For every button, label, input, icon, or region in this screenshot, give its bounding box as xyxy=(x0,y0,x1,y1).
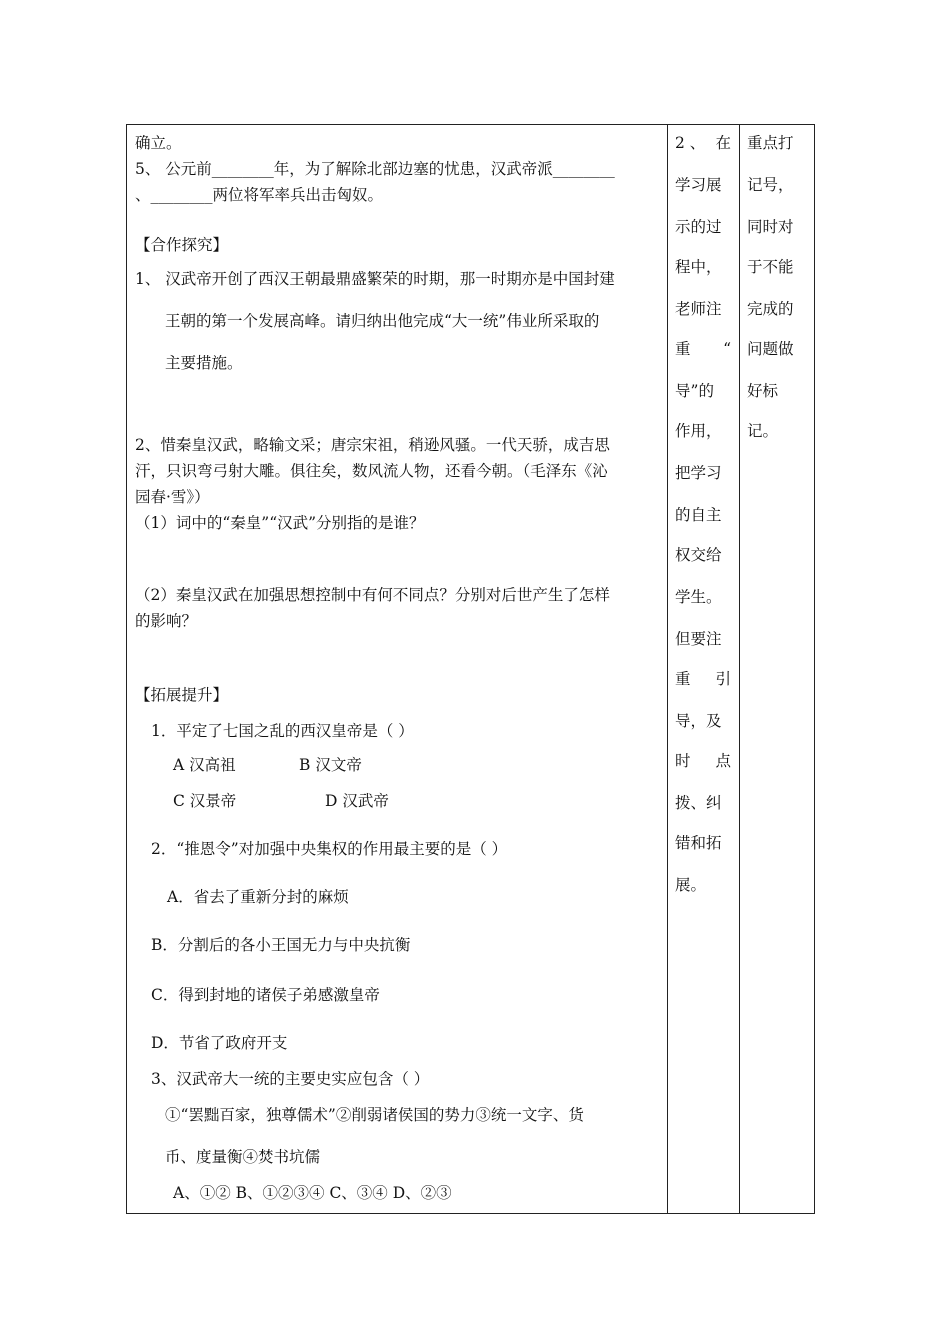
sub-question-1: （1）词中的“秦皇”“汉武”分别指的是谁？ xyxy=(135,514,425,532)
text-line: 主要措施。 xyxy=(165,354,243,372)
note-line: 的自主 xyxy=(675,506,722,524)
remark-line: 完成的 xyxy=(747,300,794,318)
option-a: A 汉高祖 xyxy=(173,756,236,774)
note-line: 导”的 xyxy=(675,382,714,400)
column-divider xyxy=(739,125,740,1213)
note-line: 重 “ xyxy=(675,340,731,358)
note-line: 错和拓 xyxy=(675,834,722,852)
note-line: 2 、 在 xyxy=(675,134,731,152)
remark-line: 于不能 xyxy=(747,258,794,276)
note-line: 展。 xyxy=(675,876,707,894)
remark-line: 记号， xyxy=(747,176,794,194)
remark-line: 重点打 xyxy=(747,134,794,152)
option-a: A．省去了重新分封的麻烦 xyxy=(167,888,349,906)
note-line: 时 点 xyxy=(675,752,731,770)
note-line: 把学习 xyxy=(675,464,722,482)
option-b: B．分割后的各小王国无力与中央抗衡 xyxy=(151,936,411,954)
note-line: 权交给 xyxy=(675,546,722,564)
text-line: 币、度量衡④焚书坑儒 xyxy=(165,1148,321,1166)
mc-question-1: 1．平定了七国之乱的西汉皇帝是（ ） xyxy=(151,722,414,740)
question-1: 1、 汉武帝开创了西汉王朝最鼎盛繁荣的时期，那一时期亦是中国封建 xyxy=(135,270,615,288)
remark-line: 记。 xyxy=(747,422,779,440)
remark-line: 问题做 xyxy=(747,340,794,358)
remark-line: 同时对 xyxy=(747,218,794,236)
note-line: 拨、纠 xyxy=(675,794,722,812)
note-line: 学习展 xyxy=(675,176,722,194)
text-line: 汗，只识弯弓射大雕。俱往矣，数风流人物，还看今朝。（毛泽东《沁 xyxy=(135,462,608,480)
text-line: ①“罢黜百家，独尊儒术”②削弱诸侯国的势力③统一文字、货 xyxy=(165,1106,584,1124)
text-line: 、________两位将军率兵出击匈奴。 xyxy=(135,186,384,204)
option-b: B 汉文帝 xyxy=(299,756,362,774)
remark-line: 好标 xyxy=(747,382,779,400)
note-line: 示的过 xyxy=(675,218,722,236)
option-c: C 汉景帝 xyxy=(173,792,237,810)
option-d: D．节省了政府开支 xyxy=(151,1034,288,1052)
text-line: 确立。 xyxy=(135,134,182,152)
lesson-table xyxy=(126,124,815,1214)
fill-blank-question-5: 5、 公元前________年，为了解除北部边塞的忧患，汉武帝派________ xyxy=(135,160,615,178)
note-line: 但要注 xyxy=(675,630,722,648)
sub-question-2: （2）秦皇汉武在加强思想控制中有何不同点？分别对后世产生了怎样 xyxy=(135,586,610,604)
text-line: 园春·雪》） xyxy=(135,488,210,506)
answer-options: A、①② B、①②③④ C、③④ D、②③ xyxy=(173,1184,452,1202)
option-d: D 汉武帝 xyxy=(325,792,389,810)
section-heading-extension: 【拓展提升】 xyxy=(135,686,229,704)
option-c: C．得到封地的诸侯子弟感激皇帝 xyxy=(151,986,380,1004)
mc-question-2: 2．“推恩令”对加强中央集权的作用最主要的是（ ） xyxy=(151,840,508,858)
note-line: 作用， xyxy=(675,422,722,440)
section-heading-cooperation: 【合作探究】 xyxy=(135,236,229,254)
note-line: 导，及 xyxy=(675,712,722,730)
note-line: 学生。 xyxy=(675,588,722,606)
text-line: 的影响？ xyxy=(135,612,198,630)
text-line: 王朝的第一个发展高峰。请归纳出他完成“大一统”伟业所采取的 xyxy=(165,312,600,330)
column-divider xyxy=(667,125,668,1213)
question-2: 2、惜秦皇汉武，略输文采；唐宗宋祖，稍逊风骚。一代天骄，成吉思 xyxy=(135,436,610,454)
note-line: 老师注 xyxy=(675,300,722,318)
note-line: 重 引 xyxy=(675,670,731,688)
mc-question-3: 3、汉武帝大一统的主要史实应包含（ ） xyxy=(151,1070,430,1088)
note-line: 程中， xyxy=(675,258,722,276)
